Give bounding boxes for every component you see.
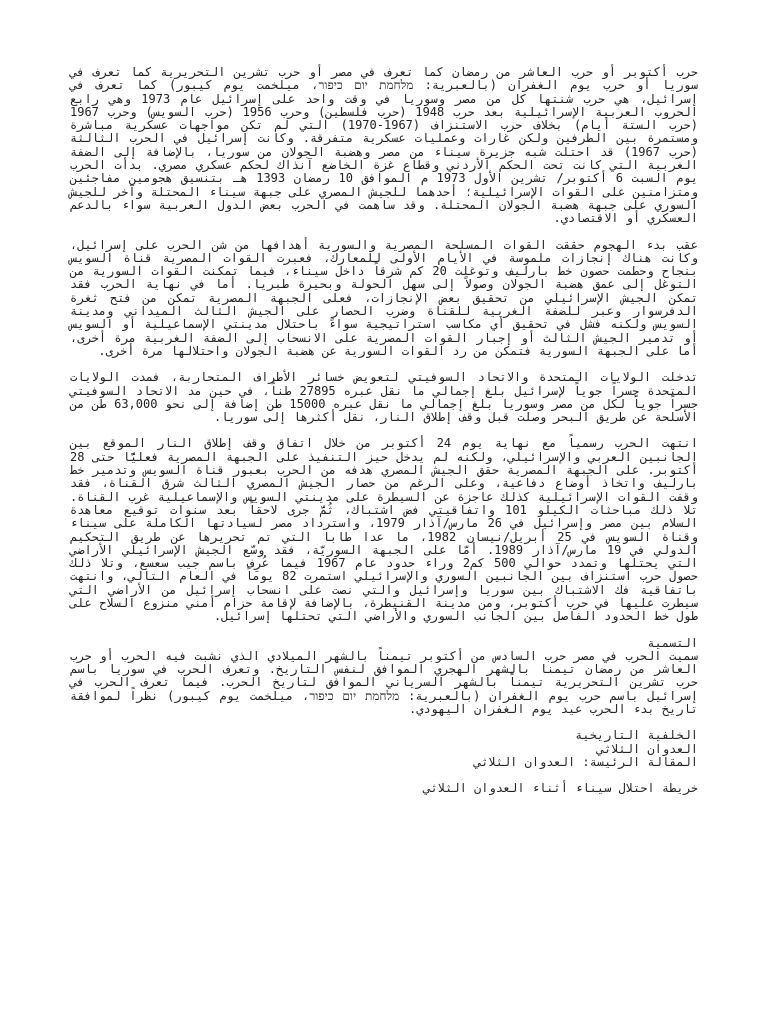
offensive-paragraph: عقب بدء الهجوم حققت القوات المسلحة المصرية والسورية أهدافها من شن الحرب على إسرائيل، وكانت هناك إنجازات ملموسة في الأيام الأولى للمعارك، فعبرت القوات المصرية قناة السويس بنجاح وحطمت حصون خط بارليف وتوغلت 20 كم شرقاً داخل سيناء، فيما تمكنت القوات السورية من التوغل إلى عمق هضبة الجولان وصولاً إلى سهل الحولة وبحيرة طبريا. أما في نهاية الحرب فقد تمكن الجيش الإسرائيلي من تحقيق بعض الإنجازات، فعلى الجبهة المصرية تمكن من فتح ثغرة الدفرسوار وعبر للضفة الغربية للقناة وضرب الحصار على الجيش الثالث الميداني ومدينة السويس ولكنه فشل في تحقيق أي مكاسب استراتيجية سواءً باحتلال مدينتي الإسماعيلية أو السويس أو تدمير الجيش الثالث أو إجبار القوات المصرية على الانسحاب إلى الضفة الغربية مرة أخرى، أما على الجبهة السورية فتمكن من رد القوات السورية عن هضبة الجولان واحتلالها مرة أخرى. xyxy=(70,237,698,358)
main-article-line: المقالة الرئيسة: العدوان الثلاثي xyxy=(474,754,698,769)
background-heading: الخلفية التاريخية xyxy=(575,728,698,743)
intro-paragraph: حرب أكتوبر أو حرب العاشر من رمضان كما تعرف في مصر أو حرب تشرين التحريرية كما تعرف في سوريا أو حرب يوم الغفران (بالعبرية: מלחמת יום כיפור، ميلخمت يوم كيبور) كما تعرف في إسرائيل، هي حرب شنتها كل من مصر وسوريا في وقت واحد على إسرائيل عام 1973 وهي رابع الحروب العربية الإسرائيلية بعد حرب 1948 (حرب فلسطين) وحرب 1956 (حرب السويس) وحرب 1967 (حرب الستة أيام) بخلاف حرب الاستنزاف (1967-1970) التي لم تكن مواجهات عسكرية مباشرة ومستمرة بين الطرفين ولكن غارات وعمليات عسكرية متفرقة. وكانت إسرائيل في الحرب الثالثة (حرب 1967) قد احتلت شبه جزيرة سيناء من مصر وهضبة الجولان من سوريا، بالإضافة إلى الضفة الغربية التي كانت تحت الحكم الأردني وقطاع غزة الخاضع آنذاك لحكم عسكري مصري. بدأت الحرب يوم السبت 6 أكتوبر/ تشرين الأول 1973 م الموافق 10 رمضان 1393 هـ بتنسيق هجومين مفاجئين ومتزامنين على القوات الإسرائيلية؛ أحدهما للجيش المصري على جبهة سيناء المحتلة وآخر للجيش السوري على جبهة هضبة الجولان المحتلة. وقد ساهمت في الحرب بعض الدول العربية سواء بالدعم العسكري أو الاقتصادي. xyxy=(70,65,698,226)
airlift-paragraph: تدخلت الولايات المتحدة والاتحاد السوفيتي لتعويض خسائر الأطراف المتحاربة، فمدت الولايات المتحدة جسراً جوياً لإسرائيل بلغ إجمالي ما نقل عبره 27895 طناً، في حين مد الاتحاد السوفيتي جسراً جوياً لكل من مصر وسوريا بلغ إجمالي ما نقل عبره 15000 طن إضافة إلى نحو 63,000 طن من الأسلحة عن طريق البحر وصلت قبل وقف إطلاق النار، نقل أكثرها إلى سوريا. xyxy=(70,370,698,425)
map-caption: خريطة احتلال سيناء أثناء العدوان الثلاثي xyxy=(423,781,698,796)
tripartite-heading: العدوان الثلاثي xyxy=(596,741,698,756)
document-page xyxy=(70,66,698,966)
naming-paragraph: سميت الحرب في مصر حرب السادس من أكتوبر تيمناً بالشهر الميلادي الذي نشبت فيه الحرب أو حرب العاشر من رمضان تيمنا بالشهر الهجري الموافق لنفس التاريخ. وتعرف الحرب في سوريا باسم حرب تشرين التحريرية تيمناً بالشهر السرياني الموافق لتاريخ الحرب. فيما تعرف الحرب في إسرائيل باسم حرب يوم الغفران (بالعبرية: מלחמת יום כיפור، ميلخمت يوم كيبور) نظراً لموافقة تاريخ بدء الحرب عيد يوم الغفران اليهودي. xyxy=(70,648,698,717)
naming-heading: التسمية xyxy=(647,635,698,650)
ending-paragraph: انتهت الحرب رسمياً مع نهاية يوم 24 أكتوبر من خلال اتفاق وقف إطلاق النار الموقع بين الجانبين العربي والإسرائيلي، ولكنه لم يدخل حيز التنفيذ على الجبهة المصرية فعليًّا حتى 28 أكتوبر. على الجبهة المصرية حقق الجيش المصري هدفه من الحرب بعبور قناة السويس وتدمير خط بارليف واتخاذ أوضاع دفاعية، وعلى الرغم من حصار الجيش المصري الثالث شرق القناة، فقد وقفت القوات الإسرائيلية كذلك عاجزة عن السيطرة على مدينتي السويس والإسماعيلية غرب القناة. تلا ذلك مباحثات الكيلو 101 واتفاقيتي فض اشتباك، ثُمَّ جرى لاحقاً بعد سنوات توقيع معاهدة السلام بين مصر وإسرائيل في 26 مارس/آذار 1979، واسترداد مصر لسيادتها الكاملة على سيناء وقناة السويس في 25 أبريل/نيسان 1982، ما عدا طابا التي تم تحريرها عن طريق التحكيم الدولي في 19 مارس/آذار 1989. أمّا على الجبهة السوريّة، فقد وسّع الجيش الإسرائيلي الأراضي التي يحتلها وتمدد حوالي 500 كم2 وراء حدود عام 1967 فيما عُرِف باسم جيب سعسع، وتلا ذلك حصول حرب استنزاف بين الجانبين السوري والإسرائيلي استمرت 82 يوماً في العام التالي، وانتهت باتفاقية فك الاشتباك بين سوريا وإسرائيل والتي نصت على انسحاب إسرائيل من الأراضي التي سيطرت عليها في حرب أكتوبر، ومن مدينة القنيطرة، بالإضافة لإقامة حزام أمني منزوع السلاح على طول خط الحدود الفاصل بين الجانب السوري والأراضي التي تحتلها إسرائيل. xyxy=(70,436,699,624)
